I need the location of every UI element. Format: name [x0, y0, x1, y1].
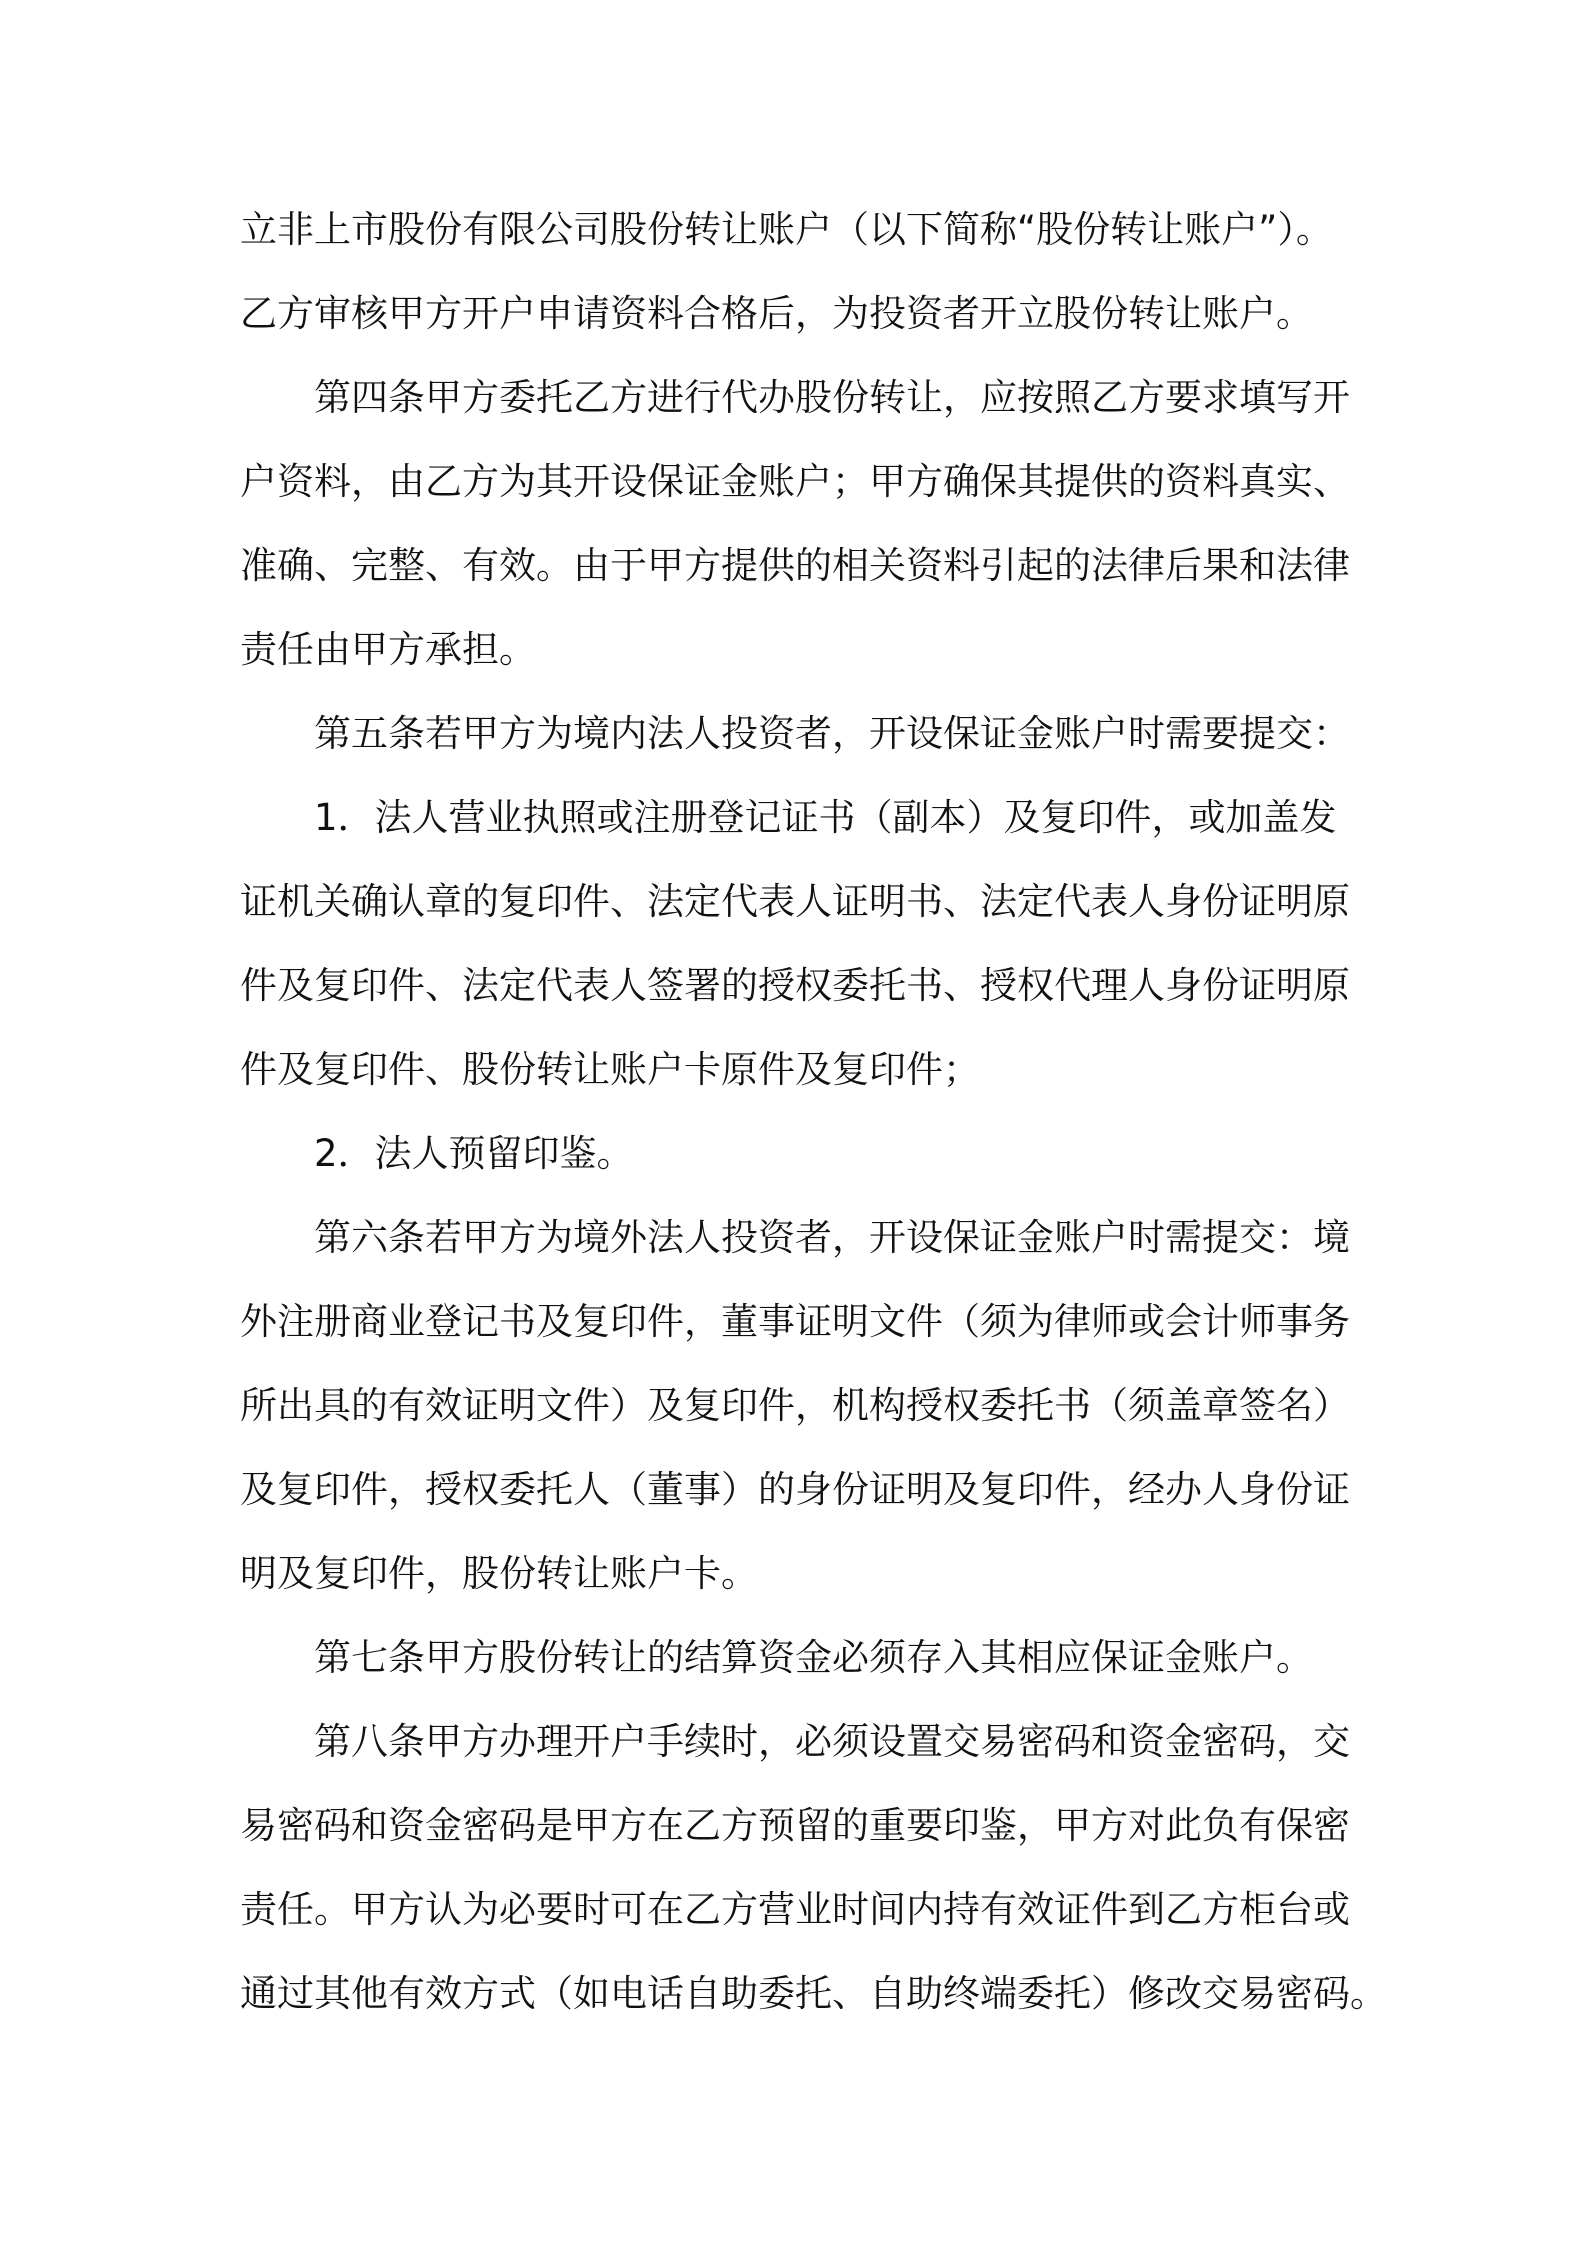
text-line: 件及复印件、法定代表人签署的授权委托书、授权代理人身份证明原 — [240, 964, 1350, 1007]
text-line: 明及复印件，股份转让账户卡。 — [240, 1552, 758, 1595]
text-line: 立非上市股份有限公司股份转让账户（以下简称“股份转让账户”）。 — [240, 208, 1333, 251]
text-line: 及复印件，授权委托人（董事）的身份证明及复印件，经办人身份证 — [240, 1468, 1350, 1511]
list-item-2-line: 2．法人预留印鉴。 — [314, 1132, 634, 1175]
text-line: 证机关确认章的复印件、法定代表人证明书、法定代表人身份证明原 — [240, 880, 1350, 923]
article-5-line: 第五条若甲方为境内法人投资者，开设保证金账户时需要提交： — [314, 712, 1350, 755]
text-line: 件及复印件、股份转让账户卡原件及复印件； — [240, 1048, 980, 1091]
text-line: 乙方审核甲方开户申请资料合格后，为投资者开立股份转让账户。 — [240, 292, 1313, 335]
text-line: 责任。甲方认为必要时可在乙方营业时间内持有效证件到乙方柜台或 — [240, 1888, 1350, 1931]
text-line: 准确、完整、有效。由于甲方提供的相关资料引起的法律后果和法律 — [240, 544, 1350, 587]
document-body — [240, 188, 1387, 2036]
text-line: 易密码和资金密码是甲方在乙方预留的重要印鉴，甲方对此负有保密 — [240, 1804, 1350, 1847]
text-line: 责任由甲方承担。 — [240, 628, 536, 671]
list-item-1-line: 1．法人营业执照或注册登记证书（副本）及复印件，或加盖发 — [314, 796, 1337, 839]
article-8-line: 第八条甲方办理开户手续时，必须设置交易密码和资金密码，交 — [314, 1720, 1350, 1763]
article-7-line: 第七条甲方股份转让的结算资金必须存入其相应保证金账户。 — [314, 1636, 1313, 1679]
text-line: 外注册商业登记书及复印件，董事证明文件（须为律师或会计师事务 — [240, 1300, 1350, 1343]
text-line: 所出具的有效证明文件）及复印件，机构授权委托书（须盖章签名） — [240, 1384, 1350, 1427]
text-line: 通过其他有效方式（如电话自助委托、自助终端委托）修改交易密码。 — [240, 1972, 1387, 2015]
article-4-line: 第四条甲方委托乙方进行代办股份转让，应按照乙方要求填写开 — [314, 376, 1350, 419]
article-6-line: 第六条若甲方为境外法人投资者，开设保证金账户时需提交：境 — [314, 1216, 1350, 1259]
text-line: 户资料，由乙方为其开设保证金账户；甲方确保其提供的资料真实、 — [240, 460, 1350, 503]
